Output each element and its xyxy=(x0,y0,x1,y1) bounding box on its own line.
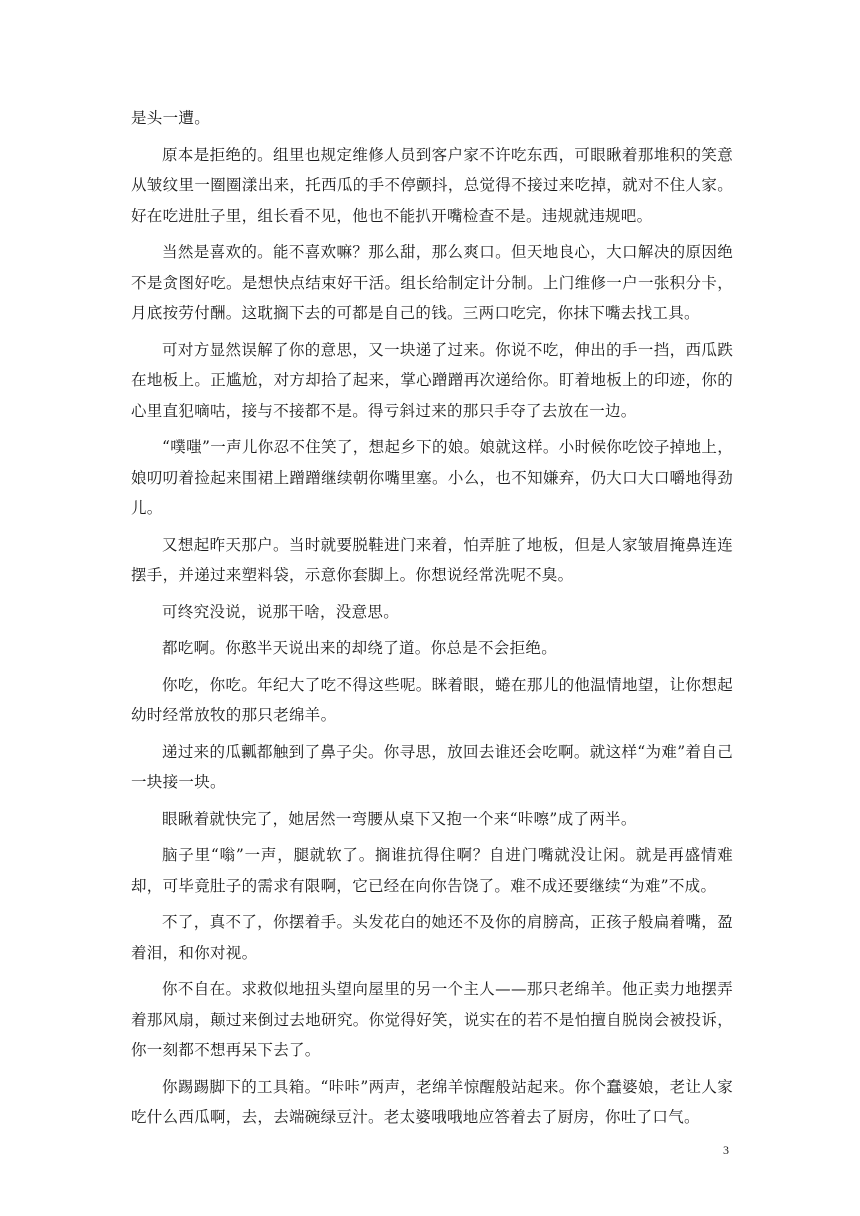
paragraph-1: 是头一遭。 xyxy=(131,109,211,127)
document-body xyxy=(131,103,733,1139)
paragraph-6: 又想起昨天那户。当时就要脱鞋进门来着，怕弄脏了地板，但是人家皱眉掩鼻连连摆手，并递过来塑料袋，示意你套脚上。你想说经常洗呢不臭。 xyxy=(131,535,733,584)
paragraph-7: 可终究没说，说那干啥，没意思。 xyxy=(162,602,400,621)
paragraph-2: 原本是拒绝的。组里也规定维修人员到客户家不许吃东西，可眼瞅着那堆积的笑意从皱纹里一圈圈漾出来，托西瓜的手不停颤抖，总觉得不接过来吃掉，就对不住人家。好在吃进肚子里，组长看不见，他也不能扒开嘴检查不是。违规就违规吧。 xyxy=(131,145,733,225)
paragraph-3: 当然是喜欢的。能不喜欢嘛？那么甜，那么爽口。但天地良心，大口解决的原因绝不是贪图好吃。是想快点结束好干活。组长给制定计分制。上门维修一户一张积分卡，月底按劳付酬。这耽搁下去的可都是自己的钱。三两口吃完，你抹下嘴去找工具。 xyxy=(131,243,733,322)
paragraph-12: 脑子里“嗡”一声，腿就软了。搁谁抗得住啊？自进门嘴就没让闲。就是再盛情难却，可毕竟肚子的需求有限啊，它已经在向你告饶了。难不成还要继续“为难”不成。 xyxy=(131,846,733,895)
paragraph-9: 你吃，你吃。年纪大了吃不得这些呢。眯着眼，蜷在那儿的他温情地望，让你想起幼时经常放牧的那只老绵羊。 xyxy=(131,675,733,724)
paragraph-15: 你踢踢脚下的工具箱。“咔咔”两声，老绵羊惊醒般站起来。你个蠢婆娘，老让人家吃什么西瓜啊，去，去端碗绿豆汁。老太婆哦哦地应答着去了厨房，你吐了口气。 xyxy=(131,1077,733,1126)
paragraph-13: 不了，真不了，你摆着手。头发花白的她还不及你的肩膀高，正孩子般扁着嘴，盈着泪，和你对视。 xyxy=(131,913,733,962)
paragraph-11: 眼瞅着就快完了，她居然一弯腰从桌下又抱一个来“咔嚓”成了两半。 xyxy=(162,809,637,828)
paragraph-8: 都吃啊。你憨半天说出来的却绕了道。你总是不会拒绝。 xyxy=(162,639,558,657)
paragraph-10: 递过来的瓜瓤都触到了鼻子尖。你寻思，放回去谁还会吃啊。就这样“为难”着自己一块接一块。 xyxy=(131,742,733,791)
paragraph-4: 可对方显然误解了你的意思，又一块递了过来。你说不吃，伸出的手一挡，西瓜跌在地板上。正尴尬，对方却拾了起来，掌心蹭蹭再次递给你。盯着地板上的印迹，你的心里直犯嘀咕，接与不接都不是。得亏斜过来的那只手夺了去放在一边。 xyxy=(131,340,733,420)
page-number: 3 xyxy=(723,1143,729,1157)
paragraph-14: 你不自在。求救似地扭头望向屋里的另一个主人——那只老绵羊。他正卖力地摆弄着那风扇，颠过来倒过去地研究。你觉得好笑，说实在的若不是怕擅自脱岗会被投诉，你一刻都不想再呆下去了。 xyxy=(131,980,733,1059)
paragraph-5: “噗嗤”一声儿你忍不住笑了，想起乡下的娘。娘就这样。小时候你吃饺子掉地上，娘叨叨着捡起来围裙上蹭蹭继续朝你嘴里塞。小么，也不知嫌弃，仍大口大口嚼地得劲儿。 xyxy=(131,438,733,517)
